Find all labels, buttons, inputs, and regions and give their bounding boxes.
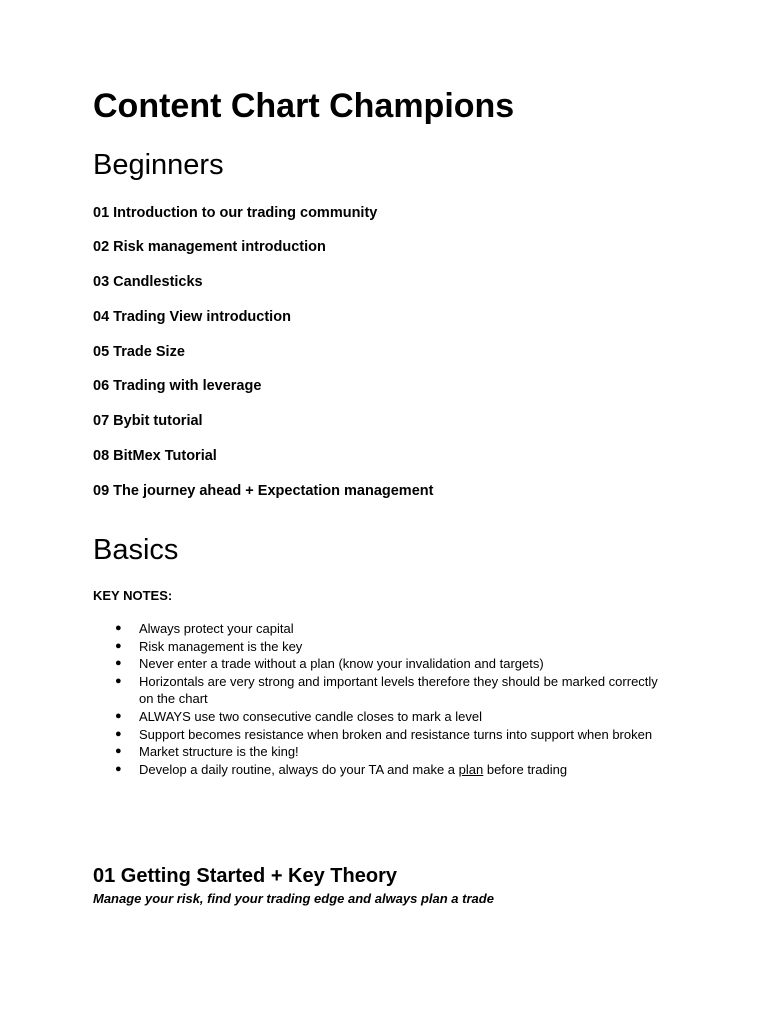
list-item: [93, 761, 673, 779]
lesson-item: 05 Trade Size: [93, 344, 185, 360]
list-item: [93, 726, 673, 744]
key-note-text: Always protect your capital: [139, 621, 294, 636]
bullet-icon: ●: [115, 657, 122, 670]
section-subtitle: Manage your risk, find your trading edge and always plan a trade: [93, 891, 494, 906]
list-item: [93, 638, 673, 656]
document-title: Content Chart Champions: [93, 87, 515, 125]
lesson-item: 02 Risk management introduction: [93, 239, 326, 255]
key-note-text: Horizontals are very strong and important levels therefore they should be marked correctly on the chart: [139, 673, 658, 707]
key-note-text: Support becomes resistance when broken and resistance turns into support when broken: [139, 726, 653, 742]
section-heading: 01 Getting Started + Key Theory: [93, 865, 397, 887]
lesson-item: 01 Introduction to our trading community: [93, 205, 378, 221]
list-item: [93, 655, 673, 673]
list-item: [93, 708, 673, 726]
list-item: [93, 743, 673, 761]
key-notes-list: [93, 620, 673, 778]
lesson-item: 09 The journey ahead + Expectation management: [93, 483, 434, 499]
beginners-heading: Beginners: [93, 149, 224, 181]
lesson-item: 03 Candlesticks: [93, 274, 203, 290]
bullet-icon: ●: [115, 622, 122, 634]
lesson-item: 04 Trading View introduction: [93, 309, 291, 325]
key-note-text: Risk management is the key: [139, 638, 303, 654]
bullet-icon: ●: [115, 727, 122, 740]
bullet-icon: ●: [115, 762, 122, 775]
lesson-item: 06 Trading with leverage: [93, 378, 262, 394]
key-note-text-end: before trading: [483, 761, 568, 777]
key-note-text: ALWAYS use two consecutive candle closes to mark a level: [139, 708, 482, 724]
bullet-icon: ●: [115, 639, 122, 652]
key-note-text: Never enter a trade without a plan (know your invalidation and targets): [139, 656, 544, 672]
lesson-item: 07 Bybit tutorial: [93, 413, 203, 429]
bullet-icon: ●: [115, 709, 122, 722]
list-item: [93, 673, 673, 708]
basics-heading: Basics: [93, 534, 179, 566]
list-item: [93, 620, 673, 638]
underlined-word: plan: [458, 761, 484, 777]
bullet-icon: ●: [115, 674, 122, 687]
key-notes-label: KEY NOTES:: [93, 588, 173, 603]
key-note-text-start: Develop a daily routine, always do your TA and make a: [139, 761, 459, 777]
bullet-icon: ●: [115, 745, 122, 758]
lesson-item: 08 BitMex Tutorial: [93, 448, 217, 464]
key-note-text: Market structure is the king!: [139, 744, 299, 760]
